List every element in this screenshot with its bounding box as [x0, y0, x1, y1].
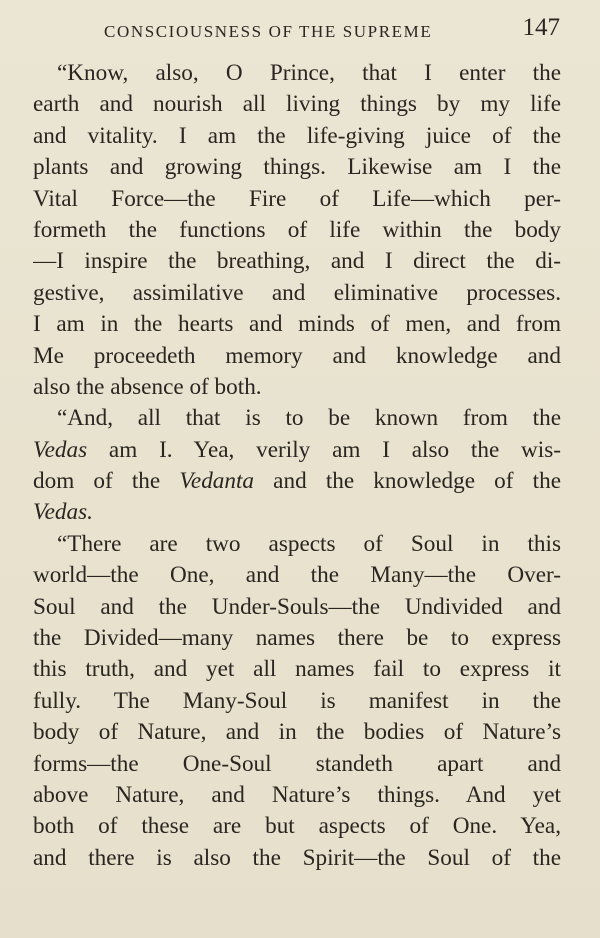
paragraph-1	[33, 58, 561, 403]
text-line: Soul and the Under-Souls—the Undivided and	[33, 593, 561, 620]
text-line: gestive, assimilative and eliminative processes.	[33, 279, 561, 306]
text-line	[33, 497, 561, 528]
text-line: formeth the functions of life within the body	[33, 216, 561, 243]
text-line: I am in the hearts and minds of men, and from	[33, 311, 561, 338]
page-number: 147	[522, 14, 560, 41]
text-line: forms—the One-Soul standeth apart and	[33, 750, 561, 777]
text-line: fully. The Many-Soul is manifest in the	[33, 687, 561, 714]
paragraph-3	[33, 529, 561, 874]
text-line: both of these are but aspects of One. Yea,	[33, 813, 561, 840]
body-text	[33, 58, 561, 874]
text-line: and vitality. I am the life-giving juice of the	[33, 122, 561, 149]
text-line: body of Nature, and in the bodies of Nature’s	[33, 719, 561, 746]
text-fragment: am I. Yea, verily am I also the wis-	[87, 436, 561, 463]
text-line: this truth, and yet all names fail to express it	[33, 656, 561, 683]
text-fragment: and the knowledge of the	[254, 468, 561, 495]
text-line: also the absence of both.	[33, 373, 262, 400]
text-line	[33, 466, 561, 497]
text-fragment: dom of the	[33, 468, 180, 495]
text-line: “There are two aspects of Soul in this	[57, 530, 561, 557]
text-line: the Divided—many names there be to express	[33, 625, 561, 652]
text-line: and there is also the Spirit—the Soul of the	[33, 844, 561, 871]
text-line: “Know, also, O Prince, that I enter the	[57, 60, 561, 86]
italic-title-vedas: Vedas.	[33, 499, 93, 526]
text-line: earth and nourish all living things by my life	[33, 91, 561, 118]
italic-title-vedanta: Vedanta	[179, 468, 255, 495]
text-line: above Nature, and Nature’s things. And yet	[33, 781, 561, 808]
italic-title-vedas: Vedas	[33, 436, 88, 463]
text-line: Vital Force—the Fire of Life—which per-	[33, 185, 561, 212]
text-line: world—the One, and the Many—the Over-	[33, 562, 561, 589]
paragraph-2	[33, 403, 561, 529]
text-line: “And, all that is to be known from the	[57, 405, 561, 432]
running-head: CONSCIOUSNESS OF THE SUPREME	[104, 22, 433, 41]
text-line	[33, 435, 561, 466]
text-line: plants and growing things. Likewise am I the	[33, 154, 561, 181]
text-line: Me proceedeth memory and knowledge and	[33, 342, 561, 369]
page-header	[0, 14, 600, 50]
text-line: —I inspire the breathing, and I direct the di-	[33, 248, 561, 275]
